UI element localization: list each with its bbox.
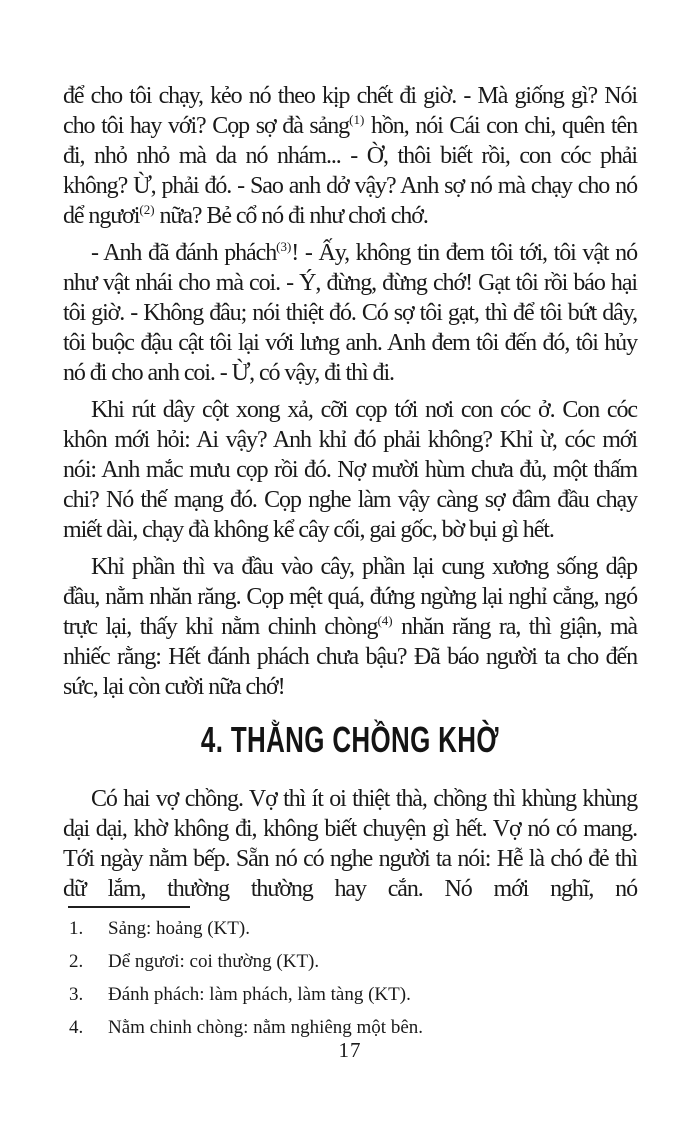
footnote-text: Dể ngươi: coi thường (KT).	[108, 951, 320, 972]
footnotes-section	[63, 906, 637, 1048]
paragraph-continuation	[63, 81, 637, 231]
footnote-text: Đánh phách: làm phách, làm tàng (KT).	[108, 984, 411, 1005]
paragraph	[63, 784, 637, 904]
footnote-number: 3.	[69, 984, 84, 1005]
footnote-ref: (4)	[377, 613, 393, 628]
footnote-ref: (1)	[349, 112, 365, 127]
footnote-ref: (2)	[139, 202, 155, 217]
footnote-number: 1.	[69, 918, 84, 939]
footnote-ref: (3)	[276, 239, 292, 254]
footnote-separator-rule	[68, 906, 190, 908]
text-run: hồn, nói Cái con chi, quên tên đi, nhỏ nhỏ mà da nó nhám... - Ờ, thôi biết rồi, con cóc phải không? Ừ, phải đó. - Sao anh dở vậy? Anh sợ nó mà chạy cho nó dể ngươi	[63, 113, 637, 229]
paragraph	[63, 395, 637, 545]
text-run: nữa? Bẻ cổ nó đi như chơi chớ.	[154, 203, 428, 229]
text-run: ! - Ấy, không tin đem tôi tới, tôi vật nó như vật nhái cho mà coi. - Ý, đừng, đừng chớ! Gạt tôi rồi báo hại tôi giờ. - Không đâu; nói thiệt đó. Có sợ tôi gạt, thì để tôi bứt dây, tôi buộc đậu cật tôi lại với lưng anh. Anh đem tôi đến đó, tôi hủy nó đi cho anh coi. - Ừ, có vậy, đi thì đi.	[63, 240, 638, 386]
footnote-number: 2.	[69, 951, 84, 972]
text-run: - Anh đã đánh phách	[91, 240, 277, 266]
page-number: 17	[338, 1038, 362, 1062]
text-run: nhăn răng ra, thì giận, mà nhiếc rằng: Hết đánh phách chưa bậu? Đã báo người ta cho đến sức, lại còn cười nữa chớ!	[63, 614, 637, 700]
footnote-number: 4.	[69, 1017, 84, 1038]
paragraph	[63, 238, 637, 388]
footnote-text: Nằm chinh chòng: nằm nghiêng một bên.	[108, 1017, 424, 1038]
footnote	[63, 916, 637, 942]
text-run: Có hai vợ chồng. Vợ thì ít oi thiệt thà, chồng thì khùng khùng dại dại, khờ không đi, không biết chuyện gì hết. Vợ nó có mang. Tới ngày nằm bếp. Sẵn nó có nghe người ta nói: Hễ là chó đẻ thì dữ lắm, thường thường hay cắn. Nó mới nghĩ, nó	[63, 786, 637, 902]
text-run: Khỉ phần thì va đầu vào cây, phần lại cung xương sống dập đầu, nằm nhăn răng. Cọp mệt quá, đứng ngừng lại nghỉ cẳng, ngó trực lại, thấy khỉ nằm chinh chòng	[63, 554, 637, 640]
story-text-block	[63, 81, 637, 911]
paragraph	[63, 552, 637, 702]
text-run: Khi rút dây cột xong xả, cỡi cọp tới nơi con cóc ở. Con cóc khôn mới hỏi: Ai vậy? Anh khỉ đó phải không? Khỉ ừ, cóc mới nói: Anh mắc mưu cọp rồi đó. Nợ mười hùm chưa đủ, một thấm chi? Nó thế mạng đó. Cọp nghe làm vậy càng sợ đâm đầu chạy miết dài, chạy đà không kể cây cối, gai gốc, bờ bụi gì hết.	[63, 397, 637, 543]
text-run: để cho tôi chạy, kẻo nó theo kịp chết đi giờ. - Mà giống gì? Nói cho tôi hay với? Cọp sợ đà sảng	[63, 83, 637, 139]
footnote-text: Sảng: hoảng (KT).	[108, 918, 250, 939]
chapter-heading-text: 4. THẰNG CHỒNG KHỜ	[201, 719, 499, 760]
footnote	[63, 949, 637, 975]
chapter-heading	[63, 719, 637, 760]
footnote	[63, 982, 637, 1008]
